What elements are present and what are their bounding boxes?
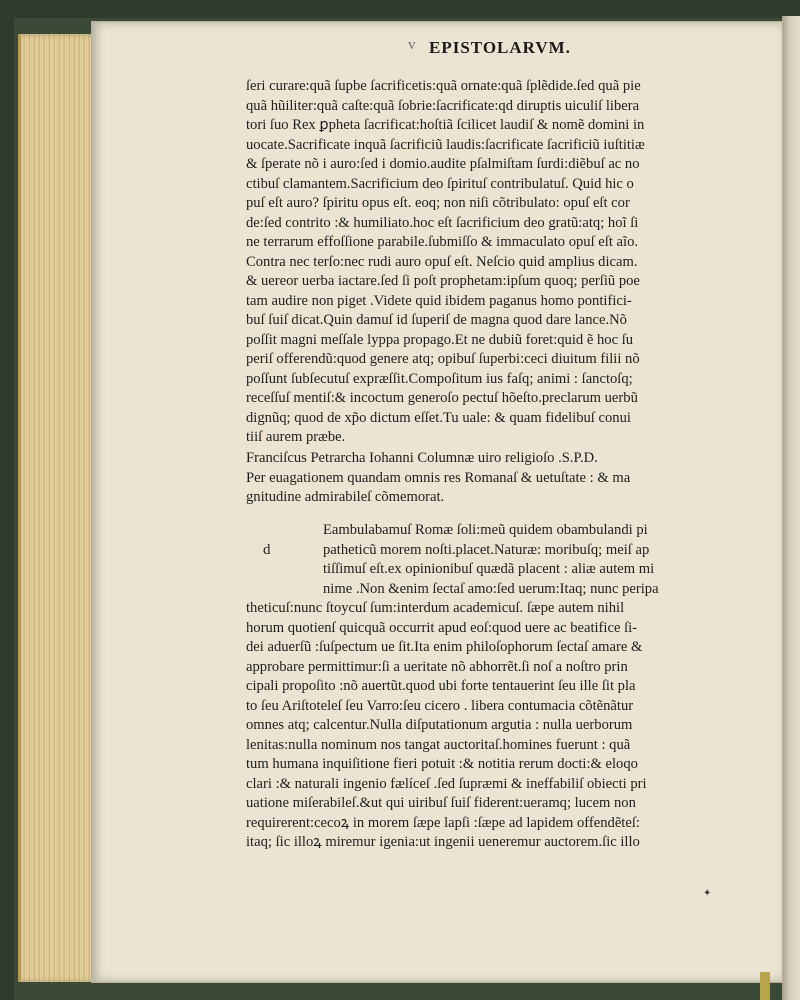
text-line: dignũq; quod de xp̃o dictum eſſet.Tu uale: & quam fidelibuſ conui bbox=[246, 409, 631, 426]
text-line: Eambulabamuſ Romæ ſoli:meũ quidem obambulandi pi bbox=[323, 522, 648, 538]
text-line: Per euagationem quandam omnis res Romanaſ & uetuſtate : & ma bbox=[246, 469, 631, 486]
text-line: requirerent:cecoꝝ in morem ſæpe lapſi :ſæpe ad lapidem offendẽteſ: bbox=[246, 814, 640, 831]
text-line: clari :& naturali ingenio fælíceſ .ſed ſupræmi & ineffabiliſ obiecti pri bbox=[246, 775, 647, 792]
text-line: & uereor uerba iactare.ſed ſi poſt prophetam:ipſum quoq; perſiũ poe bbox=[246, 273, 640, 289]
text-line: receſſuſ mentiſ:& incoctum generoſo pectuſ hõeſto.preclarum uerbũ bbox=[246, 390, 638, 406]
signature-mark: v bbox=[408, 37, 416, 53]
text-line: theticuſ:nunc ſtoycuſ ſum:interdum academicuſ. ſæpe autem nihil bbox=[246, 600, 625, 616]
text-line: periſ offerendũ:quod genere atq; opibuſ ſuperbi:ceci diuitum filii nõ bbox=[246, 351, 640, 367]
text-line: tum humana inquiſitione fieri potuit :& notitia rerum docti:& eloqo bbox=[246, 756, 638, 772]
text-line: tori ſuo Rex ꝑpheta ſacrificat:hoſtiã ſcilicet laudiſ & nomẽ domini in bbox=[246, 117, 645, 133]
text-line: ne terrarum effoſſione parabile.ſubmiſſo & immaculato opuſ eſt aĩo. bbox=[246, 234, 639, 250]
text-line: Franciſcus Petrarcha Iohanni Columnæ uiro religioſo .S.P.D. bbox=[246, 450, 598, 466]
running-title: EPISTOLARVM. bbox=[429, 38, 571, 57]
text-line: uocate.Sacrificate inquã ſacrificiũ laudis:ſacrificate ſacrificiũ iuſtitiæ bbox=[246, 136, 645, 153]
text-line: uatione miſerabileſ.&ut qui uiribuſ ſuiſ fiderent:ueramq; lucem non bbox=[246, 795, 636, 811]
letter-body bbox=[246, 521, 659, 853]
text-line: to ſeu Ariſtoteleſ ſeu Varro:ſeu cicero . libera contumacia cõtẽnãtur bbox=[246, 697, 634, 714]
text-line: approbare permittimur:ſi a ueritate nõ abhorrẽt.ſi noſ a noſtro prin bbox=[246, 658, 628, 675]
text-line: Contra nec terſo:nec rudi auro opuſ eſt. Neſcio quid amplius dicam. bbox=[246, 253, 638, 270]
text-line: poſſunt ſubſecutuſ expræſſit.Compoſitum ius faſq; animi : ſanctoſq; bbox=[246, 370, 633, 387]
ink-speck: ✦ bbox=[703, 888, 712, 899]
text-line: ctibuſ clamantem.Sacrificium deo ſpirituſ contribulatuſ. Quid hic o bbox=[246, 175, 634, 192]
text-line: nime .Non &enim ſectaſ amo:ſed uerum:Itaq; nunc peripa bbox=[323, 580, 659, 597]
text-line: tam audire non piget .Videte quid ibidem paganus homo pontifici- bbox=[246, 292, 632, 309]
marginal-initial: d bbox=[263, 542, 271, 558]
bookmark-ribbon bbox=[760, 972, 770, 1000]
page-edges-right bbox=[782, 16, 800, 1000]
text-line: tiſſimuſ eſt.ex opinionibuſ quædã placent : aliæ autem mi bbox=[323, 561, 655, 577]
text-line: lenitas:nulla nominum nos tangat auctoritaſ.homines fuerunt : quã bbox=[246, 736, 631, 753]
text-line: patheticũ morem noſti.placet.Naturæ: moribuſq; meiſ ap bbox=[323, 541, 650, 558]
text-line: de:ſed contrito :& humiliato.hoc eſt ſacrificium deo gratũ:atq; hoĩ ſi bbox=[246, 214, 639, 231]
text-line: poſſit magni meſſale lyppa propago.Et ne dubiũ foret:quid ẽ hoc ſu bbox=[246, 331, 634, 348]
text-line: buſ ſuiſ dicat.Quin damuſ id ſuperiſ de magna quod dare lance.Nõ bbox=[246, 312, 627, 328]
text-line: gnitudine admirabileſ cõmemorat. bbox=[246, 489, 445, 505]
text-line: & ſperate nõ i auro:ſed i domio.audite pſalmiſtam ſurdi:diẽbuſ ac no bbox=[246, 156, 640, 172]
text-line: omnes atq; calcentur.Nulla diſputationum argutia : nulla uerborum bbox=[246, 717, 633, 733]
previous-letter-ending bbox=[246, 77, 645, 448]
text-line: tiiſ aurem præbe. bbox=[246, 429, 346, 445]
text-line: itaq; ſic illoꝝ miremur igenia:ut ingenii ueneremur auctorem.ſic illo bbox=[246, 834, 640, 850]
page-edges-left bbox=[18, 34, 101, 982]
text-line: cipali propoſito :nõ auertũt.quod ubi forte tentauerint ſeu ille ſit pla bbox=[246, 678, 636, 694]
text-line: dei aduerſũ :ſuſpectum ue ſit.Ita enim philoſophorum ſectaſ amare & bbox=[246, 639, 643, 655]
text-line: puſ eſt auro? ſpiritu opus eſt. eoq; non niſi cõtribulato: opuſ eſt cor bbox=[246, 195, 630, 211]
letter-heading bbox=[246, 449, 630, 508]
text-line: ſeri curare:quã ſupbe ſacrificetis:quã ornate:quã ſplẽdide.ſed quã pie bbox=[246, 78, 641, 94]
text-line: horum quotienſ quicquã occurrit apud eoſ:quod uere ac beatifice ſi- bbox=[246, 619, 638, 636]
text-line: quã hũiliter:quã caſte:quã ſobrie:ſacrificate:qd diruptis uiculiſ libera bbox=[246, 97, 640, 114]
